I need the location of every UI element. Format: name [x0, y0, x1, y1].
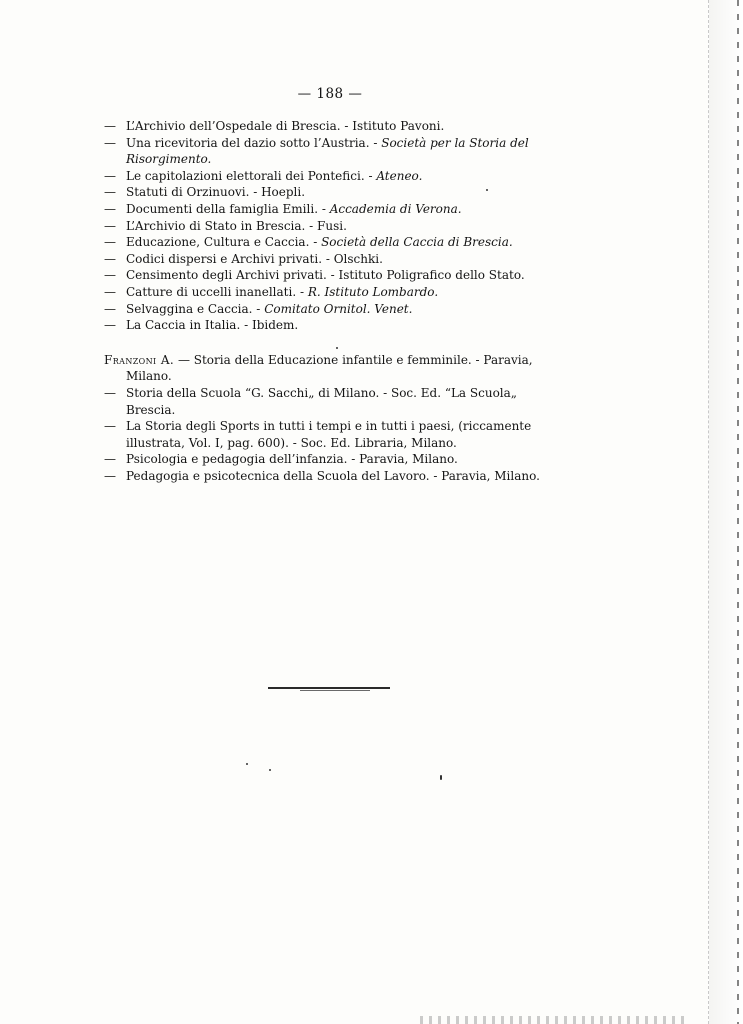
- list-item: — Le capitolazioni elettorali dei Pontefici. - Ateneo.: [104, 168, 423, 183]
- list-item: — La Storia degli Sports in tutti i tempi e in tutti i paesi, (riccamente illustrata, Vol. I, pag. 600). - Soc. Ed. Libraria, Milano.: [104, 419, 532, 450]
- list-item: — Pedagogia e psicotecnica della Scuola del Lavoro. - Paravia, Milano.: [104, 468, 540, 483]
- scan-speck: [440, 775, 442, 780]
- page-edge-bottom: [420, 1016, 690, 1024]
- list-item: — La Caccia in Italia. - Ibidem.: [104, 318, 299, 333]
- end-rule-thin: [300, 690, 370, 691]
- page-number: — 188 —: [297, 86, 363, 102]
- list-item: — Documenti della famiglia Emili. - Accademia di Verona.: [104, 201, 462, 216]
- list-item: — Storia della Scuola “G. Sacchi„ di Milano. - Soc. Ed. “La Scuola„ Brescia.: [104, 385, 518, 417]
- author-block: [104, 352, 550, 485]
- list-item: — Statuti di Orzinuovi. - Hoepli.: [104, 185, 306, 200]
- list-item: — L’Archivio dell’Ospedale di Brescia. - Istituto Pavoni.: [104, 119, 445, 133]
- list-item: — Codici dispersi e Archivi privati. - Olschki.: [104, 251, 383, 266]
- list-item: — Educazione, Cultura e Caccia. - Società della Caccia di Brescia.: [104, 235, 513, 250]
- scan-speck: [336, 347, 338, 349]
- list-item: — L’Archivio di Stato in Brescia. - Fusi.: [104, 218, 347, 233]
- list-item: — Selvaggina e Caccia. - Comitato Ornitol. Venet.: [104, 301, 413, 316]
- list-item: — Psicologia e pedagogia dell’infanzia. - Paravia, Milano.: [104, 452, 458, 467]
- scan-speck: [486, 189, 488, 191]
- author-name: Franzoni A.: [104, 352, 175, 367]
- scan-speck: [269, 769, 271, 771]
- bibliography-list: [104, 118, 550, 484]
- list-item: — Catture di uccelli inanellati. - R. Istituto Lombardo.: [104, 284, 439, 299]
- author-entry: Franzoni A. — Storia della Educazione infantile e femminile. - Paravia, Milano.: [104, 352, 533, 384]
- list-item: — Censimento degli Archivi privati. - Istituto Poligrafico dello Stato.: [104, 268, 525, 283]
- list-item: — Una ricevitoria del dazio sotto l’Austria. - Società per la Storia del Risorgimento.: [104, 135, 529, 167]
- binding-edge-marks: [737, 0, 739, 1024]
- end-rule: [268, 687, 390, 689]
- scan-speck: [246, 763, 248, 765]
